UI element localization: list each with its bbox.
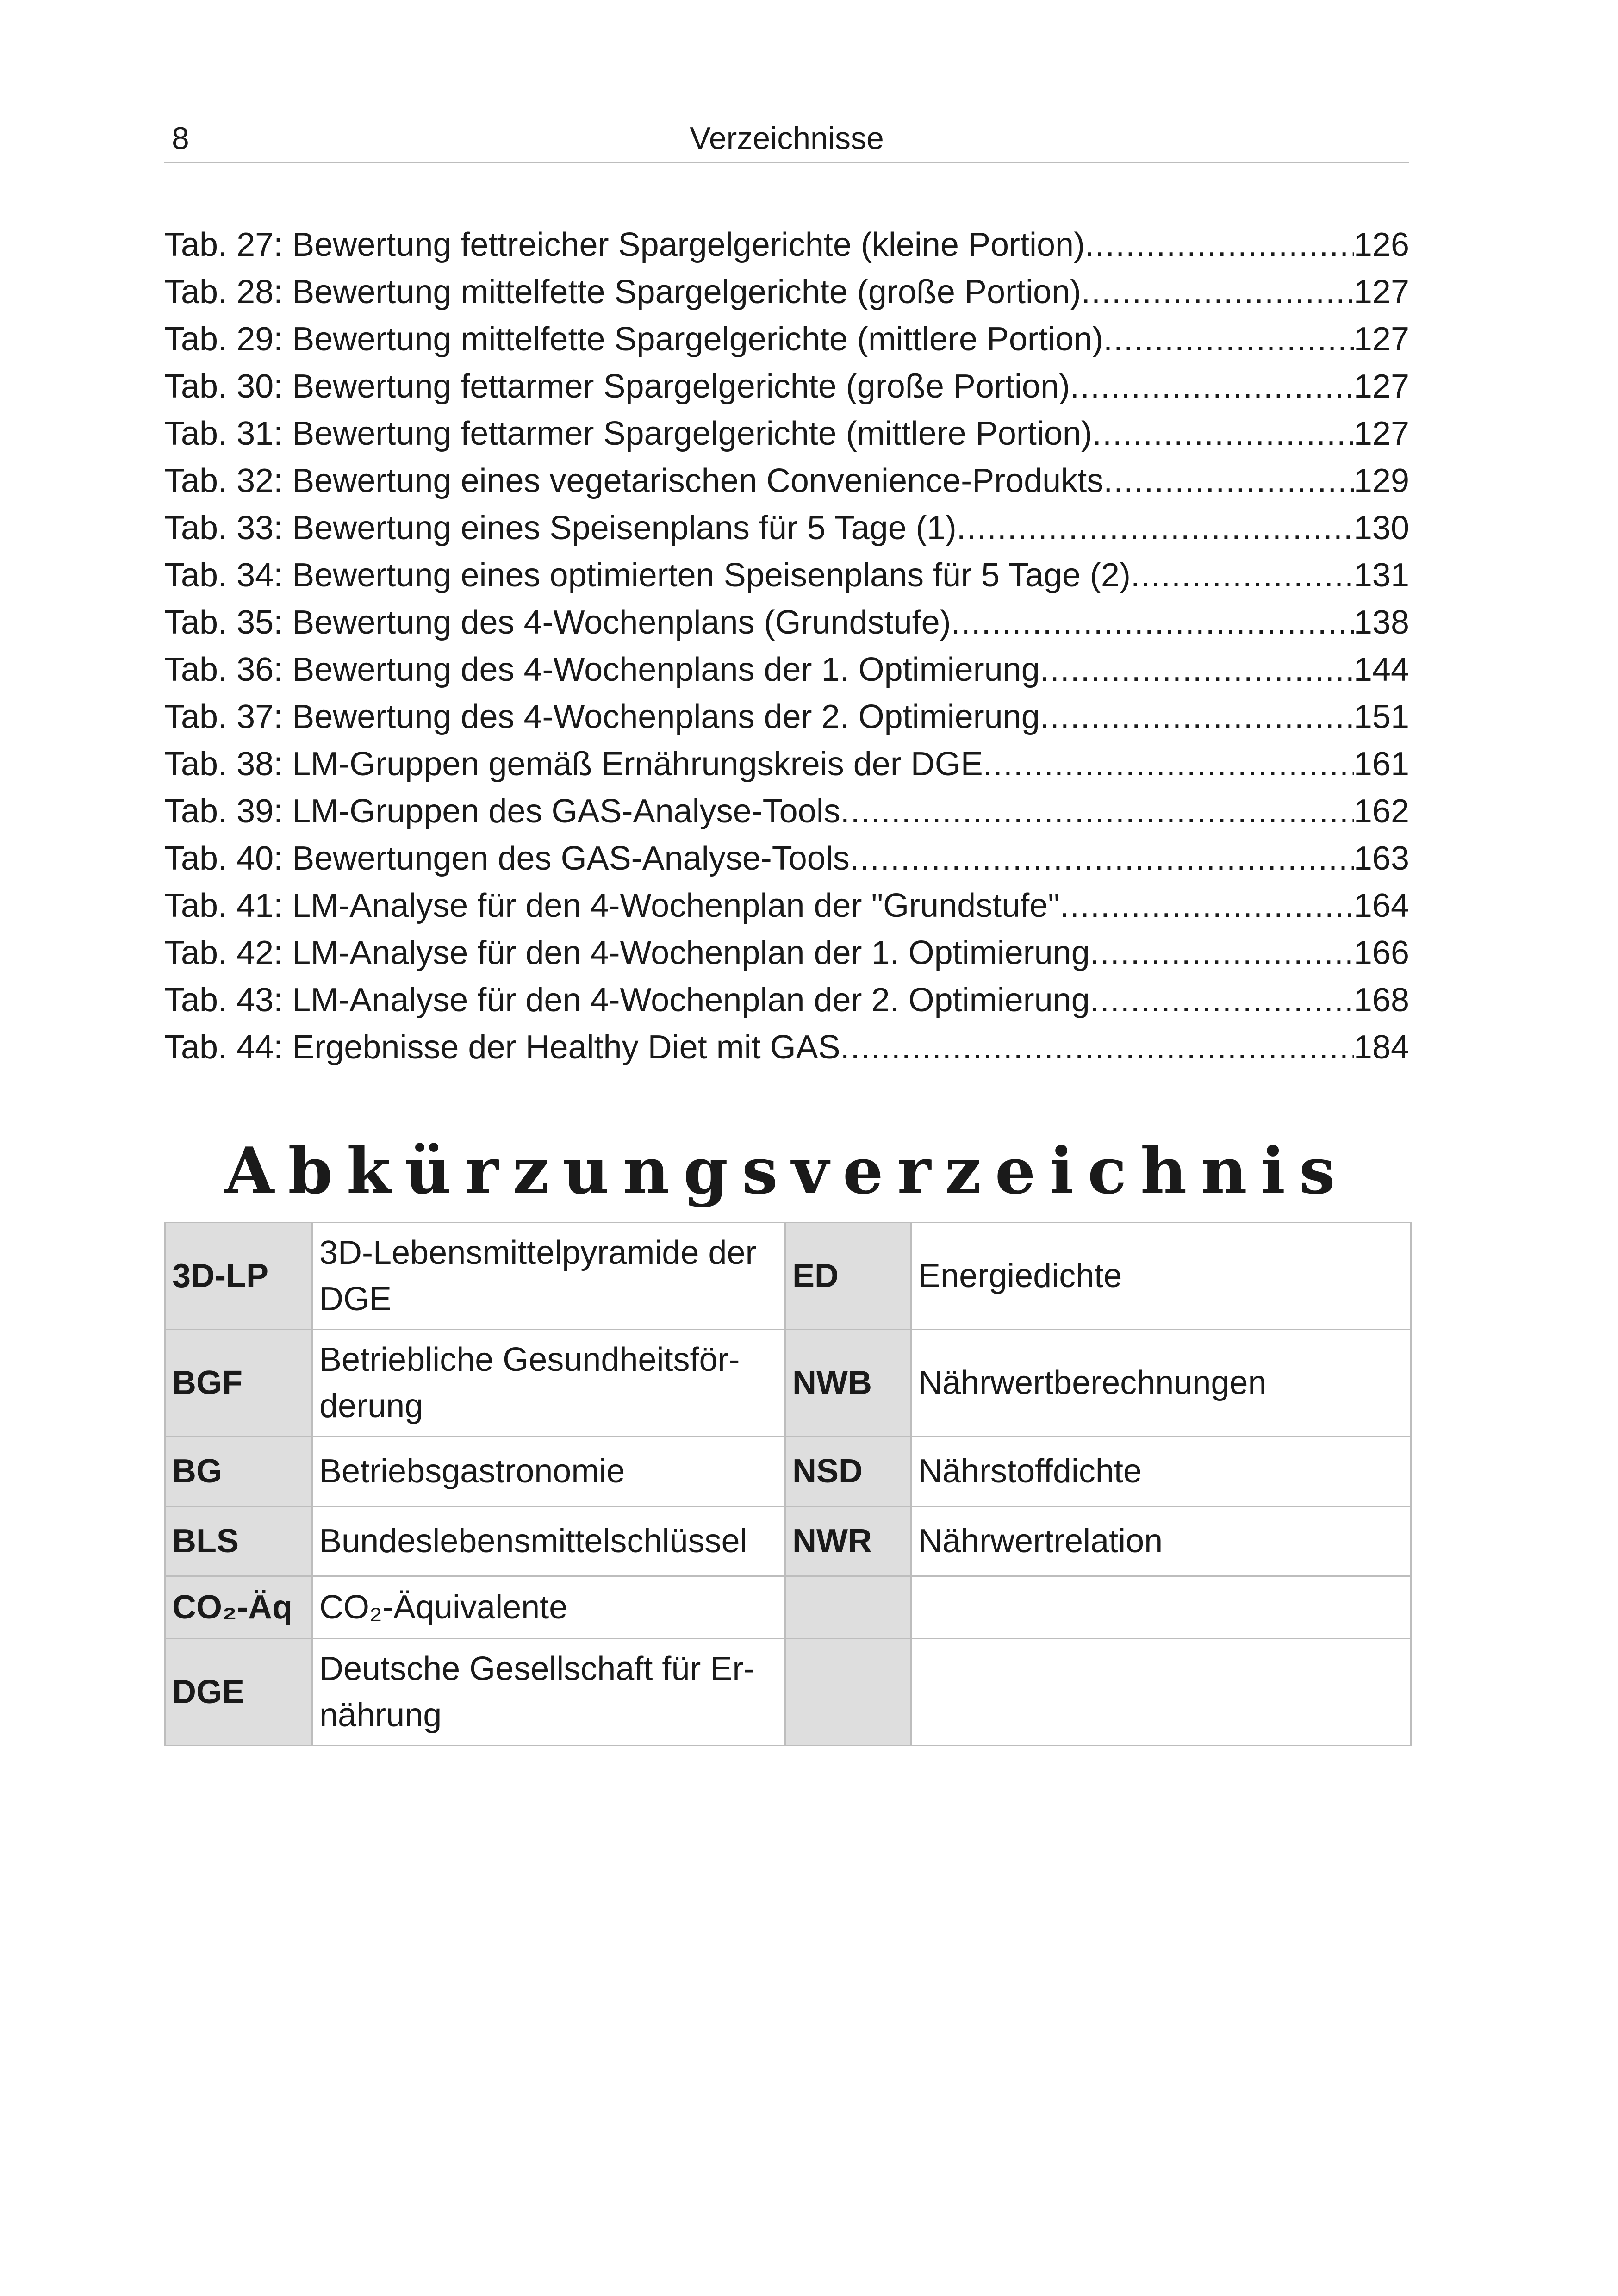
running-header [164, 116, 1409, 163]
toc-leader-dots [1103, 457, 1354, 504]
definition-cell: Deutsche Gesellschaft für Er-nährung [312, 1639, 785, 1746]
toc-entry[interactable] [164, 835, 1409, 882]
definition-cell: Betriebsgastronomie [312, 1437, 785, 1506]
toc-leader-dots [1040, 646, 1354, 693]
toc-entry-label: Tab. 30: Bewertung fettarmer Spargelgerichte (große Portion) [164, 368, 1070, 405]
toc-entry[interactable] [164, 552, 1409, 599]
toc-leader-dots [1085, 221, 1354, 268]
toc-leader-dots [1081, 268, 1354, 316]
definition-cell: Nährstoffdichte [911, 1437, 1411, 1506]
toc-entry-label: Tab. 43: LM-Analyse für den 4-Wochenplan der 2. Optimierung [164, 982, 1090, 1019]
toc-entry-page: 151 [1353, 698, 1409, 735]
abbreviation-cell: NSD [785, 1437, 911, 1506]
toc-entry-label: Tab. 40: Bewertungen des GAS-Analyse-Tools [164, 840, 850, 877]
running-title: Verzeichnisse [690, 121, 884, 156]
definition-cell: CO₂-Äquivalente [312, 1576, 785, 1639]
toc-leader-dots [840, 1024, 1354, 1071]
toc-entry[interactable] [164, 221, 1409, 268]
toc-entry-page: 138 [1353, 604, 1409, 641]
toc-leader-dots [1103, 316, 1354, 363]
toc-leader-dots [957, 504, 1354, 552]
abbreviation-cell: 3D-LP [165, 1223, 312, 1330]
abbreviation-cell [785, 1639, 911, 1746]
toc-entry-label: Tab. 39: LM-Gruppen des GAS-Analyse-Tools [164, 793, 840, 830]
definition-cell: Bundeslebensmittelschlüssel [312, 1506, 785, 1576]
toc-entry[interactable] [164, 410, 1409, 457]
toc-entry[interactable] [164, 599, 1409, 646]
toc-entry[interactable] [164, 646, 1409, 693]
toc-leader-dots [1090, 977, 1354, 1024]
toc-entry-label: Tab. 37: Bewertung des 4-Wochenplans der 2. Optimierung [164, 698, 1040, 735]
section-heading: Abkürzungsverzeichnis [224, 1133, 1349, 1208]
definition-cell: 3D-Lebensmittelpyramide der DGE [312, 1223, 785, 1330]
toc-entry[interactable] [164, 882, 1409, 929]
toc-entry-label: Tab. 38: LM-Gruppen gemäß Ernährungskreis der DGE [164, 746, 983, 783]
table-row [165, 1223, 1411, 1330]
abbreviation-cell: NWR [785, 1506, 911, 1576]
table-row [165, 1639, 1411, 1746]
toc-entry-page: 127 [1353, 368, 1409, 405]
toc-entry-page: 127 [1353, 321, 1409, 358]
table-list [164, 221, 1409, 1071]
toc-leader-dots [983, 740, 1354, 788]
toc-entry-page: 131 [1353, 557, 1409, 594]
table-row [165, 1506, 1411, 1576]
toc-entry[interactable] [164, 929, 1409, 977]
definition-cell [911, 1576, 1411, 1639]
toc-entry-page: 144 [1353, 651, 1409, 688]
abbreviation-cell [785, 1576, 911, 1639]
toc-entry-page: 127 [1353, 415, 1409, 452]
toc-entry[interactable] [164, 977, 1409, 1024]
toc-entry-label: Tab. 31: Bewertung fettarmer Spargelgerichte (mittlere Portion) [164, 415, 1092, 452]
toc-entry-label: Tab. 28: Bewertung mittelfette Spargelgerichte (große Portion) [164, 274, 1082, 311]
toc-entry-label: Tab. 33: Bewertung eines Speisenplans für 5 Tage (1) [164, 510, 957, 547]
toc-leader-dots [1092, 410, 1354, 457]
abbreviation-cell: BG [165, 1437, 312, 1506]
toc-entry-label: Tab. 41: LM-Analyse für den 4-Wochenplan der "Grundstufe" [164, 887, 1060, 924]
toc-entry[interactable] [164, 316, 1409, 363]
toc-entry-page: 129 [1353, 462, 1409, 499]
toc-entry[interactable] [164, 504, 1409, 552]
toc-entry-label: Tab. 44: Ergebnisse der Healthy Diet mit GAS [164, 1029, 840, 1066]
toc-entry-label: Tab. 35: Bewertung des 4-Wochenplans (Grundstufe) [164, 604, 951, 641]
table-row [165, 1330, 1411, 1437]
toc-entry-page: 162 [1353, 793, 1409, 830]
abbreviation-cell: CO₂-Äq [165, 1576, 312, 1639]
toc-entry-label: Tab. 27: Bewertung fettreicher Spargelgerichte (kleine Portion) [164, 226, 1085, 263]
toc-entry-page: 164 [1353, 887, 1409, 924]
toc-entry[interactable] [164, 268, 1409, 316]
toc-leader-dots [1131, 552, 1354, 599]
definition-cell: Nährwertrelation [911, 1506, 1411, 1576]
toc-entry-page: 168 [1353, 982, 1409, 1019]
toc-entry-label: Tab. 29: Bewertung mittelfette Spargelgerichte (mittlere Portion) [164, 321, 1103, 358]
toc-entry-page: 126 [1353, 226, 1409, 263]
toc-entry-page: 184 [1353, 1029, 1409, 1066]
toc-entry[interactable] [164, 693, 1409, 740]
table-row [165, 1437, 1411, 1506]
toc-leader-dots [1090, 929, 1354, 977]
abbreviation-cell: BGF [165, 1330, 312, 1437]
toc-entry-label: Tab. 36: Bewertung des 4-Wochenplans der 1. Optimierung [164, 651, 1040, 688]
toc-entry-label: Tab. 42: LM-Analyse für den 4-Wochenplan der 1. Optimierung [164, 934, 1090, 971]
toc-entry[interactable] [164, 363, 1409, 410]
toc-entry[interactable] [164, 457, 1409, 504]
toc-leader-dots [840, 788, 1354, 835]
abbreviation-cell: NWB [785, 1330, 911, 1437]
definition-cell: Energiedichte [911, 1223, 1411, 1330]
toc-entry[interactable] [164, 788, 1409, 835]
toc-entry[interactable] [164, 1024, 1409, 1071]
page-number: 8 [172, 121, 189, 156]
abbreviation-cell: BLS [165, 1506, 312, 1576]
toc-leader-dots [850, 835, 1354, 882]
toc-entry-page: 130 [1353, 510, 1409, 547]
abbreviation-table [164, 1222, 1412, 1746]
toc-entry-page: 161 [1353, 746, 1409, 783]
toc-entry-page: 127 [1353, 274, 1409, 311]
definition-cell: Nährwertberechnungen [911, 1330, 1411, 1437]
toc-entry-page: 166 [1353, 934, 1409, 971]
toc-entry-label: Tab. 34: Bewertung eines optimierten Speisenplans für 5 Tage (2) [164, 557, 1131, 594]
toc-entry[interactable] [164, 740, 1409, 788]
abbreviation-cell: DGE [165, 1639, 312, 1746]
toc-leader-dots [1040, 693, 1354, 740]
definition-cell [911, 1639, 1411, 1746]
abbreviation-cell: ED [785, 1223, 911, 1330]
definition-cell: Betriebliche Gesundheitsför-derung [312, 1330, 785, 1437]
toc-entry-page: 163 [1353, 840, 1409, 877]
toc-leader-dots [951, 599, 1354, 646]
toc-leader-dots [1070, 363, 1354, 410]
toc-entry-label: Tab. 32: Bewertung eines vegetarischen Convenience-Produkts [164, 462, 1104, 499]
table-row [165, 1576, 1411, 1639]
toc-leader-dots [1060, 882, 1354, 929]
